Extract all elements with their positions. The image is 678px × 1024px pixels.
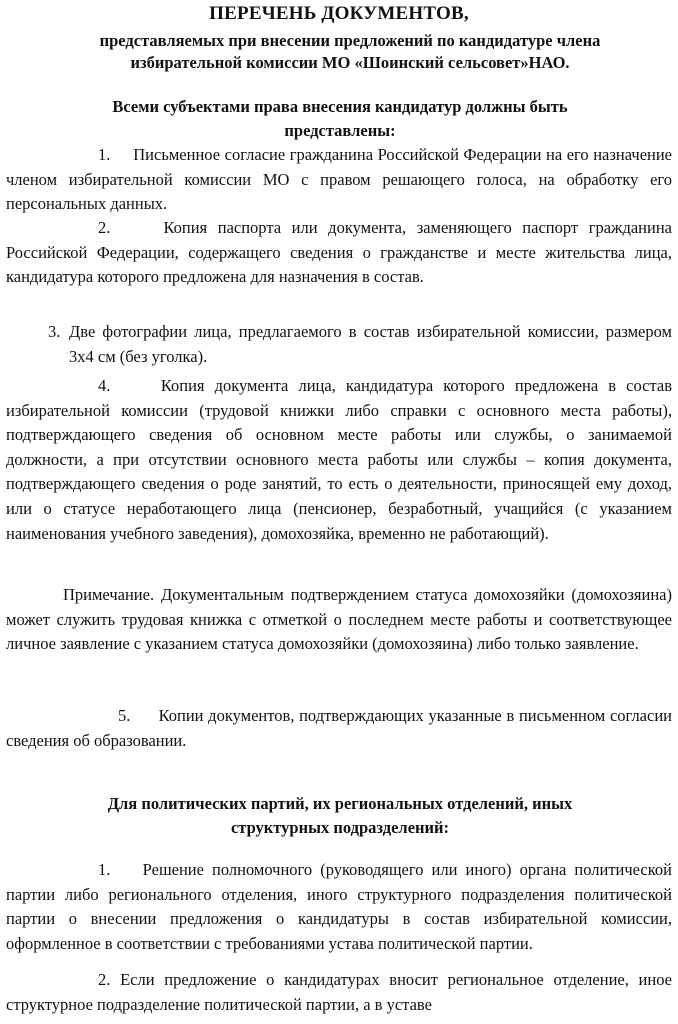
list-item-text: Копии документов, подтверждающих указанные в письменном согласии сведения об образовании. [6,706,672,750]
list-item-2 [6,216,672,290]
list-item-4 [6,374,672,546]
note-text: Примечание. Документальным подтверждением статуса домохозяйки (домохозяина) может служить трудовая книжка с отметкой о последнем месте работы и соответствующее личное заявление с указанием статуса домохозяйки (домохозяина) либо только заявление. [6,585,672,654]
list-item-number: 2. [98,218,111,237]
list-item-number: 1. [98,145,111,164]
document-subtitle [30,30,670,74]
note-paragraph [6,583,672,657]
section-2-item-2 [6,968,672,1017]
section-1-heading-line-1: Всеми субъектами права внесения кандидатур должны быть [112,97,568,116]
list-item-text: Если предложение о кандидатурах вносит региональное отделение, иное структурное подразделение политической партии, а в уставе [6,970,672,1014]
list-item-1 [6,143,672,217]
subtitle-line-1: представляемых при внесении предложений по кандидатуре члена [99,31,601,50]
list-item-text: Решение полномочного (руководящего или иного) органа политической партии либо регионального отделения, иного структурного подразделения политической партии о внесении предложения о кандидатуры в состав избирательной комиссии, оформленное в соответствии с требованиями устава политической партии. [6,860,672,953]
list-item-text: Копия паспорта или документа, заменяющего паспорт гражданина Российской Федерации, содержащего сведения о гражданстве и месте жительства лица, кандидатура которого предложена для назначения в состав. [6,218,672,287]
list-item-number: 1. [98,860,111,879]
list-item-number: 5. [118,706,131,725]
list-item-number: 4. [98,376,111,395]
section-2-heading [40,792,640,840]
list-item-text: Копия документа лица, кандидатура которого предложена в состав избирательной комиссии (трудовой книжки либо справки с основного места работы), подтверждающего сведения об основном месте работы или службы, о занимаемой должности, а при отсутствии основного места работы или службы – копия документа, подтверждающего сведения о роде занятий, то есть о деятельности, приносящей ему доход, или о статусе неработающего лица (пенсионер, безработный, учащийся (с указанием наименования учебного заведения), домохозяйка, временно не работающий). [6,376,672,543]
list-item-text: Письменное согласие гражданина Российской Федерации на его назначение членом избирательной комиссии МО с правом решающего голоса, на обработку его персональных данных. [6,145,673,214]
list-item-text: Две фотографии лица, предлагаемого в состав избирательной комиссии, размером 3х4 см (без уголка). [69,322,672,366]
list-item-3 [48,320,672,369]
list-item-number: 3. [48,322,61,341]
subtitle-line-2: избирательной комиссии МО «Шоинский сельсовет»НАО. [130,53,570,72]
list-item-number: 2. [98,970,111,989]
section-1-heading [40,95,640,143]
section-2-heading-line-2: структурных подразделений: [230,818,450,837]
section-2-item-1 [6,858,672,956]
document-title: ПЕРЕЧЕНЬ ДОКУМЕНТОВ, [209,3,469,24]
section-2-heading-line-1: Для политических партий, их региональных отделений, иных [107,794,573,813]
list-item-5 [6,704,672,753]
section-1-heading-line-2: представлены: [284,121,396,140]
